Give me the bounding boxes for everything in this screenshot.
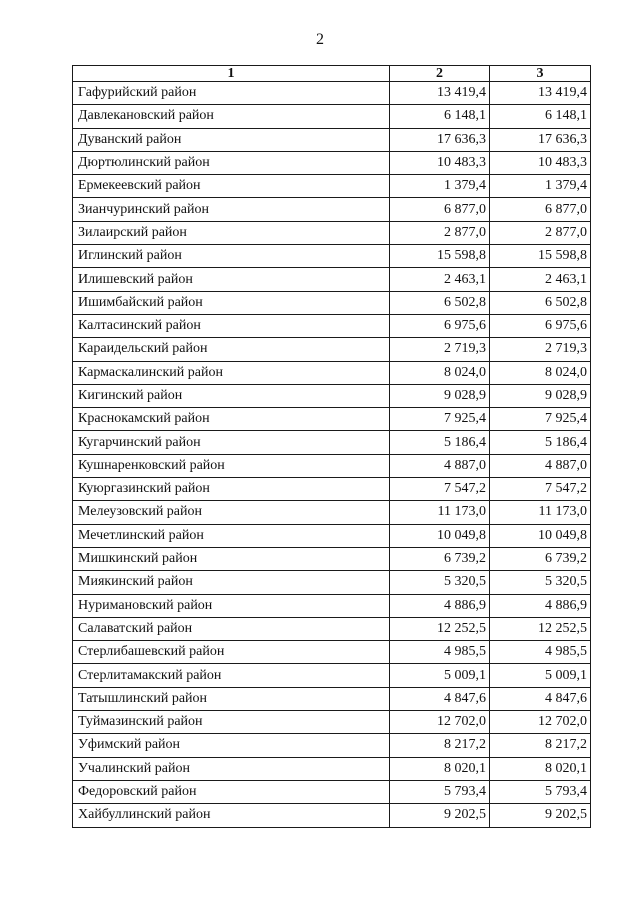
value-col3-cell: 17 636,3: [490, 128, 591, 151]
table-row: [73, 804, 591, 827]
district-name-cell: Федоровский район: [73, 780, 390, 803]
table-row: [73, 198, 591, 221]
value-col2-cell: 11 173,0: [390, 501, 490, 524]
value-col2-cell: 5 793,4: [390, 780, 490, 803]
value-col2-cell: 4 887,0: [390, 454, 490, 477]
page-number: 2: [316, 31, 324, 48]
district-name-cell: Кушнаренковский район: [73, 454, 390, 477]
table-row: [73, 338, 591, 361]
district-name-cell: Давлекановский район: [73, 105, 390, 128]
district-name-cell: Туймазинский район: [73, 711, 390, 734]
value-col2-cell: 10 049,8: [390, 524, 490, 547]
value-col3-cell: 5 186,4: [490, 431, 591, 454]
value-col3-cell: 13 419,4: [490, 82, 591, 105]
district-name-cell: Кигинский район: [73, 384, 390, 407]
value-col2-cell: 6 975,6: [390, 314, 490, 337]
value-col2-cell: 8 217,2: [390, 734, 490, 757]
district-name-cell: Зианчуринский район: [73, 198, 390, 221]
table-header-row: [73, 66, 591, 82]
value-col2-cell: 6 877,0: [390, 198, 490, 221]
table-row: [73, 524, 591, 547]
district-name-cell: Дуванский район: [73, 128, 390, 151]
value-col3-cell: 6 148,1: [490, 105, 591, 128]
table-row: [73, 711, 591, 734]
value-col2-cell: 4 985,5: [390, 641, 490, 664]
table-row: [73, 82, 591, 105]
district-name-cell: Уфимский район: [73, 734, 390, 757]
district-name-cell: Салаватский район: [73, 617, 390, 640]
value-col3-cell: 12 702,0: [490, 711, 591, 734]
value-col3-cell: 7 925,4: [490, 408, 591, 431]
table-row: [73, 128, 591, 151]
table-row: [73, 664, 591, 687]
value-col2-cell: 4 847,6: [390, 687, 490, 710]
district-name-cell: Ишимбайский район: [73, 291, 390, 314]
value-col3-cell: 2 877,0: [490, 221, 591, 244]
table-row: [73, 291, 591, 314]
district-name-cell: Мелеузовский район: [73, 501, 390, 524]
value-col3-cell: 8 020,1: [490, 757, 591, 780]
value-col2-cell: 2 877,0: [390, 221, 490, 244]
value-col2-cell: 4 886,9: [390, 594, 490, 617]
district-name-cell: Татышлинский район: [73, 687, 390, 710]
table-body: [73, 82, 591, 828]
value-col3-cell: 1 379,4: [490, 175, 591, 198]
district-name-cell: Илишевский район: [73, 268, 390, 291]
value-col2-cell: 6 502,8: [390, 291, 490, 314]
value-col3-cell: 5 009,1: [490, 664, 591, 687]
table-row: [73, 757, 591, 780]
district-name-cell: Куюргазинский район: [73, 478, 390, 501]
table-row: [73, 245, 591, 268]
column-header-1: 1: [73, 66, 390, 82]
table-row: [73, 687, 591, 710]
table-row: [73, 478, 591, 501]
value-col3-cell: 8 024,0: [490, 361, 591, 384]
table-row: [73, 361, 591, 384]
value-col3-cell: 6 739,2: [490, 547, 591, 570]
value-col3-cell: 8 217,2: [490, 734, 591, 757]
value-col2-cell: 17 636,3: [390, 128, 490, 151]
value-col2-cell: 9 028,9: [390, 384, 490, 407]
value-col2-cell: 2 463,1: [390, 268, 490, 291]
table-row: [73, 641, 591, 664]
district-name-cell: Калтасинский район: [73, 314, 390, 337]
table-row: [73, 314, 591, 337]
value-col3-cell: 10 483,3: [490, 151, 591, 174]
table-row: [73, 501, 591, 524]
value-col2-cell: 8 024,0: [390, 361, 490, 384]
value-col3-cell: 12 252,5: [490, 617, 591, 640]
value-col3-cell: 5 793,4: [490, 780, 591, 803]
value-col3-cell: 2 463,1: [490, 268, 591, 291]
value-col3-cell: 4 886,9: [490, 594, 591, 617]
value-col3-cell: 4 887,0: [490, 454, 591, 477]
value-col3-cell: 7 547,2: [490, 478, 591, 501]
district-name-cell: Кармаскалинский район: [73, 361, 390, 384]
value-col3-cell: 6 877,0: [490, 198, 591, 221]
value-col2-cell: 2 719,3: [390, 338, 490, 361]
table-row: [73, 105, 591, 128]
value-col3-cell: 15 598,8: [490, 245, 591, 268]
district-name-cell: Нуримановский район: [73, 594, 390, 617]
district-name-cell: Караидельский район: [73, 338, 390, 361]
value-col3-cell: 4 985,5: [490, 641, 591, 664]
value-col2-cell: 12 702,0: [390, 711, 490, 734]
value-col3-cell: 11 173,0: [490, 501, 591, 524]
table-row: [73, 547, 591, 570]
value-col2-cell: 7 925,4: [390, 408, 490, 431]
district-name-cell: Кугарчинский район: [73, 431, 390, 454]
value-col2-cell: 5 009,1: [390, 664, 490, 687]
district-name-cell: Иглинский район: [73, 245, 390, 268]
table-row: [73, 594, 591, 617]
value-col3-cell: 9 202,5: [490, 804, 591, 827]
district-name-cell: Ермекеевский район: [73, 175, 390, 198]
value-col2-cell: 13 419,4: [390, 82, 490, 105]
district-name-cell: Мечетлинский район: [73, 524, 390, 547]
table-row: [73, 431, 591, 454]
table-row: [73, 175, 591, 198]
table-row: [73, 780, 591, 803]
value-col2-cell: 9 202,5: [390, 804, 490, 827]
value-col3-cell: 4 847,6: [490, 687, 591, 710]
district-name-cell: Стерлитамакский район: [73, 664, 390, 687]
district-name-cell: Стерлибашевский район: [73, 641, 390, 664]
table-row: [73, 221, 591, 244]
district-name-cell: Миякинский район: [73, 571, 390, 594]
value-col3-cell: 10 049,8: [490, 524, 591, 547]
column-header-3: 3: [490, 66, 591, 82]
table-row: [73, 268, 591, 291]
table-row: [73, 454, 591, 477]
district-name-cell: Краснокамский район: [73, 408, 390, 431]
value-col2-cell: 5 186,4: [390, 431, 490, 454]
table-row: [73, 571, 591, 594]
table-row: [73, 384, 591, 407]
district-name-cell: Гафурийский район: [73, 82, 390, 105]
value-col2-cell: 6 739,2: [390, 547, 490, 570]
value-col3-cell: 9 028,9: [490, 384, 591, 407]
value-col3-cell: 5 320,5: [490, 571, 591, 594]
table-row: [73, 734, 591, 757]
district-name-cell: Зилаирский район: [73, 221, 390, 244]
value-col2-cell: 7 547,2: [390, 478, 490, 501]
value-col3-cell: 6 975,6: [490, 314, 591, 337]
district-name-cell: Учалинский район: [73, 757, 390, 780]
value-col2-cell: 8 020,1: [390, 757, 490, 780]
district-name-cell: Хайбуллинский район: [73, 804, 390, 827]
value-col2-cell: 1 379,4: [390, 175, 490, 198]
value-col2-cell: 6 148,1: [390, 105, 490, 128]
value-col3-cell: 6 502,8: [490, 291, 591, 314]
value-col3-cell: 2 719,3: [490, 338, 591, 361]
value-col2-cell: 12 252,5: [390, 617, 490, 640]
column-header-2: 2: [390, 66, 490, 82]
value-col2-cell: 10 483,3: [390, 151, 490, 174]
table-row: [73, 408, 591, 431]
table-row: [73, 617, 591, 640]
district-table: [72, 65, 591, 828]
value-col2-cell: 15 598,8: [390, 245, 490, 268]
value-col2-cell: 5 320,5: [390, 571, 490, 594]
district-name-cell: Дюртюлинский район: [73, 151, 390, 174]
table-row: [73, 151, 591, 174]
district-name-cell: Мишкинский район: [73, 547, 390, 570]
